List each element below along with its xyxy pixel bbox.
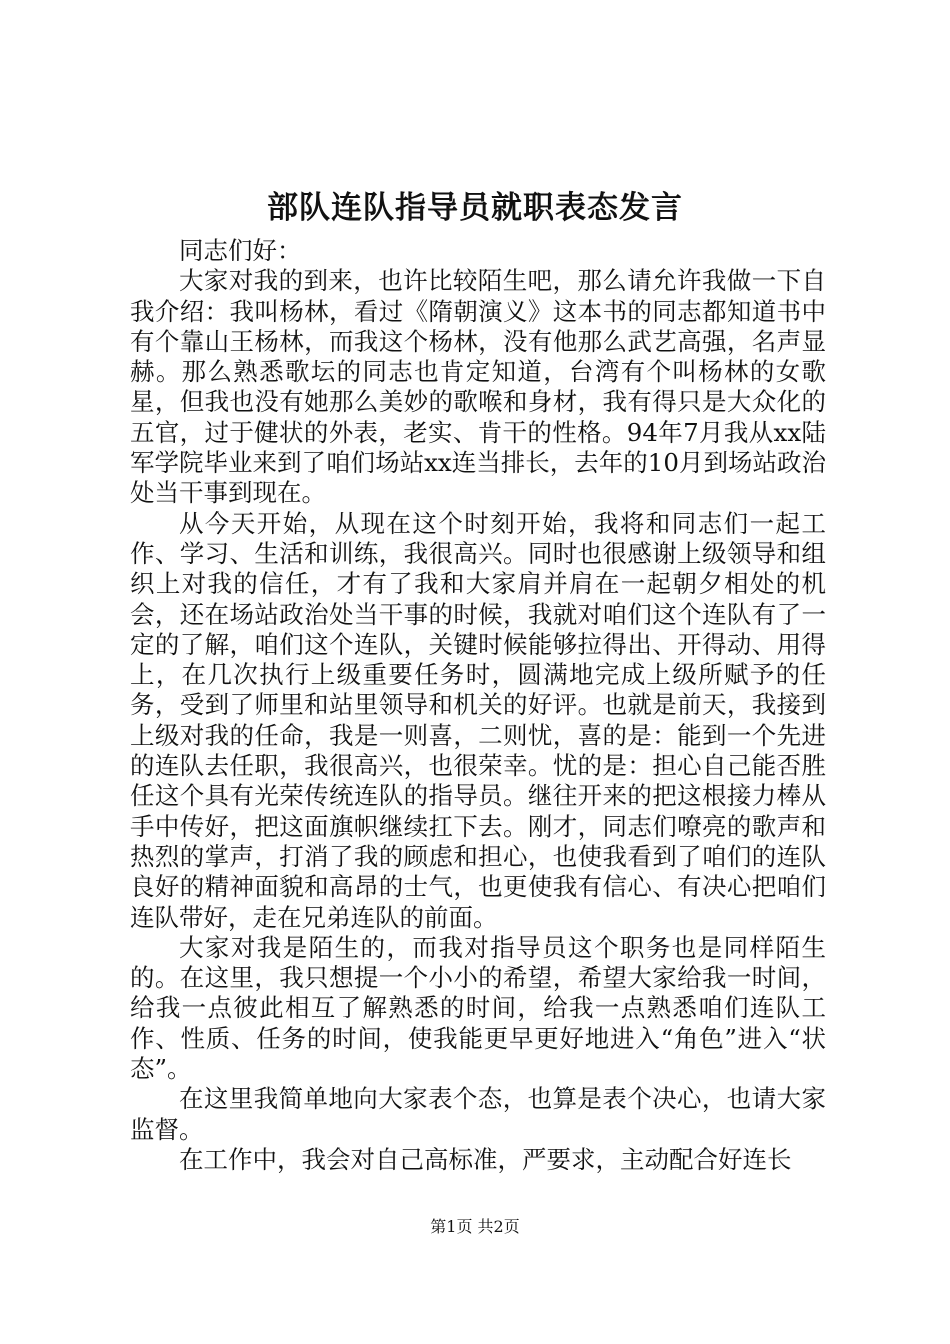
- document-title: 部队连队指导员就职表态发言: [267, 190, 683, 226]
- body-paragraph: 大家对我是陌生的，而我对指导员这个职务也是同样陌生的。在这里，我只想提一个小小的希望，希望大家给我一时间，给我一点彼此相互了解熟悉的时间，给我一点熟悉咱们连队工作、性质、任务的时间，使我能更早更好地进入“角色”进入“状态”。: [130, 932, 826, 1084]
- body-paragraph: 在工作中，我会对自己高标准，严要求，主动配合好连长: [179, 1144, 792, 1174]
- greeting-paragraph: 同志们好：: [179, 236, 302, 265]
- body-paragraph: 在这里我简单地向大家表个态，也算是表个决心，也请大家监督。: [130, 1084, 826, 1144]
- document-body: [130, 236, 826, 1175]
- body-paragraph: 从今天开始，从现在这个时刻开始，我将和同志们一起工作、学习、生活和训练，我很高兴。同时也很感谢上级领导和组织上对我的信任，才有了我和大家肩并肩在一起朝夕相处的机会，还在场站政治处当干事的时候，我就对咱们这个连队有了一定的了解，咱们这个连队，关键时候能够拉得出、开得动、用得上，在几次执行上级重要任务时，圆满地完成上级所赋予的任务，受到了师里和站里领导和机关的好评。也就是前天，我接到上级对我的任命，我是一则喜，二则忧，喜的是：能到一个先进的连队去任职，我很高兴，也很荣幸。忧的是：担心自己能否胜任这个具有光荣传统连队的指导员。继往开来的把这根接力棒从手中传好，把这面旗帜继续扛下去。刚才，同志们嘹亮的歌声和热烈的掌声，打消了我的顾虑和担心，也使我看到了咱们的连队良好的精神面貌和高昂的士气，也更使我有信心、有决心把咱们连队带好，走在兄弟连队的前面。: [130, 508, 826, 932]
- body-paragraph: 大家对我的到来，也许比较陌生吧，那么请允许我做一下自我介绍：我叫杨林，看过《隋朝演义》这本书的同志都知道书中有个靠山王杨林，而我这个杨林，没有他那么武艺高强，名声显赫。那么熟悉歌坛的同志也肯定知道，台湾有个叫杨林的女歌星，但我也没有她那么美妙的歌喉和身材，我有得只是大众化的五官，过于健状的外表，老实、肯干的性格。94年7月我从xx陆军学院毕业来到了咱们场站xx连当排长，去年的10月到场站政治处当干事到现在。: [130, 266, 826, 508]
- page-number-footer: 第1页 共2页: [430, 1217, 520, 1236]
